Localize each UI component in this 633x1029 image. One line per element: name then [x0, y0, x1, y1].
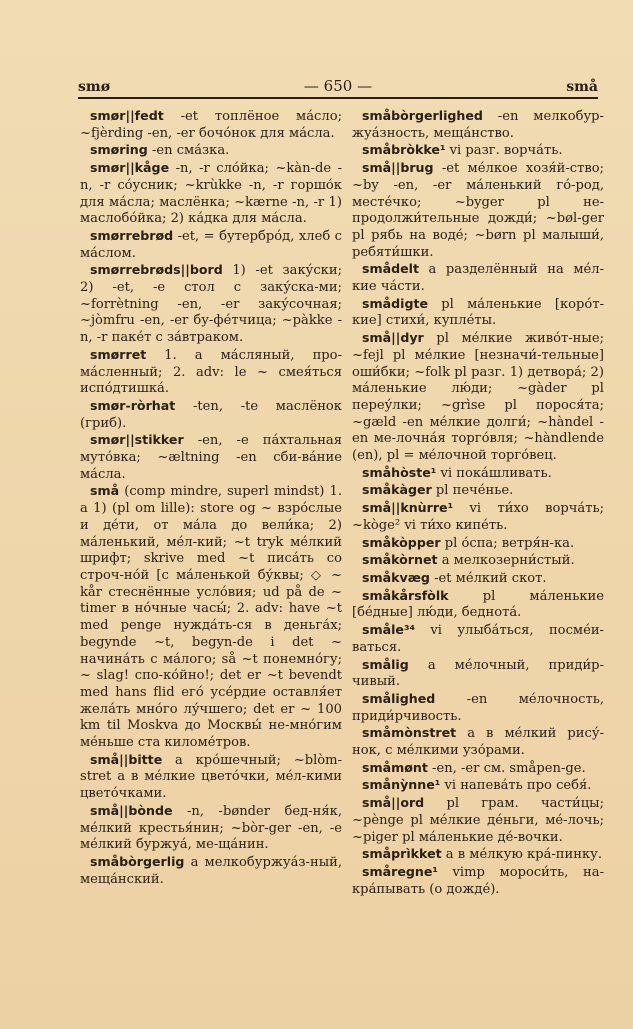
entry-definition: pl ма́ленькие [бе́дные] лю́ди, беднота́. [352, 588, 604, 621]
entry-headword: småbròkke¹ [362, 142, 446, 158]
entry-definition: pl о́спа; ветря́н-ка. [440, 535, 575, 551]
entry-headword: smør||kåge [90, 160, 170, 176]
entry-headword: små||ord [362, 795, 425, 811]
entry-definition: vi разг. ворча́ть. [445, 143, 563, 159]
entry-headword: smøring [90, 142, 148, 158]
dictionary-entry [80, 160, 342, 228]
entry-definition: a мелкозерни́стый. [437, 553, 575, 569]
dictionary-entry [352, 142, 604, 160]
entry-headword: små||brug [362, 160, 434, 176]
entry-definition: -n, -r сло́йка; ~kàn-de -n, -r со́усник; ~krùkke -n, -r горшо́к для ма́сла; маслёнка; ~kærne -n, -r 1) маслобо́йка; 2) ка́дка для ма́сла. [80, 161, 342, 227]
entry-headword: smørrebrøds||bord [90, 262, 223, 278]
entry-definition: -en мелкобур-жуа́зность, меща́нство. [352, 109, 604, 141]
dictionary-entry [352, 500, 604, 534]
page-number: — 650 — [303, 77, 373, 95]
entry-headword: småkòrnet [362, 552, 438, 568]
entry-definition: vi напева́ть про себя́. [440, 778, 592, 794]
dictionary-entry [80, 347, 342, 398]
dictionary-entry [352, 330, 604, 465]
entry-headword: småmønt [362, 759, 428, 775]
entry-definition: -en ме́лочность, приди́рчивость. [352, 691, 604, 724]
dictionary-entry [80, 432, 342, 483]
dictionary-entry [352, 296, 604, 330]
entry-headword: små [90, 483, 120, 499]
entry-headword: småbòrgerlighed [362, 108, 483, 123]
entry-headword: små||bònde [90, 802, 173, 818]
entry-headword: smørret [90, 346, 147, 362]
dictionary-entry [352, 777, 604, 795]
dictionary-entry [80, 803, 342, 854]
dictionary-entry [352, 725, 604, 759]
entry-definition: pl ма́ленькие [коро́т-кие] стихи́, купле́ты. [352, 296, 604, 329]
entry-headword: småhòste¹ [362, 464, 437, 480]
dictionary-entry [352, 108, 604, 142]
dictionary-entry [352, 691, 604, 725]
dictionary-entry [352, 570, 604, 588]
entry-definition: -n, -bønder бед-ня́к, ме́лкий крестья́нин; ~bòr-ger -en, -e ме́лкий буржуа́, ме-ща́нин. [80, 803, 342, 853]
entry-headword: småmònstret [362, 725, 457, 741]
entry-headword: småkòpper [362, 534, 441, 550]
dictionary-entry [352, 588, 604, 622]
entry-headword: småbòrgerlig [90, 853, 185, 869]
dictionary-entry [352, 795, 604, 846]
entry-definition: 1) -et заку́ски; 2) -et, -e стол с заку́ска-ми; ~forrètning -en, -er заку́сочная; ~jòmfru -en, -er бу-фе́тчица; ~pàkke -n, -r паке́т с за́втраком. [80, 263, 342, 346]
entry-headword: smånỳnne¹ [362, 777, 441, 793]
entry-headword: smålig [362, 656, 409, 672]
dictionary-entry [80, 398, 342, 432]
entry-definition: -et топлёное ма́сло; ~fjèrding -en, -er бочо́нок для ма́сла. [80, 109, 342, 141]
dictionary-entry [80, 854, 342, 888]
dictionary-entry [80, 752, 342, 803]
entry-definition: vimp мороси́ть, на-кра́пывать (о дожде́). [352, 864, 604, 897]
entry-headword: små||knùrre¹ [362, 500, 454, 516]
dictionary-entry [352, 261, 604, 295]
entry-definition: vi пока́шливать. [436, 465, 552, 481]
page-header [78, 77, 598, 97]
dictionary-entry [80, 228, 342, 262]
dictionary-entry [352, 657, 604, 691]
header-rule [78, 97, 598, 99]
entry-definition: -en, -er см. småpen-ge. [427, 760, 586, 776]
entry-headword: smørrebrød [90, 227, 174, 243]
entry-definition: -en сма́зка. [147, 143, 230, 159]
entry-headword: smør||fedt [90, 108, 164, 123]
entry-headword: småprìkket [362, 846, 442, 862]
header-left-guideword: smø [78, 79, 111, 95]
entry-headword: småregne¹ [362, 863, 438, 879]
entry-headword: små||bitte [90, 751, 163, 767]
right-column [352, 108, 604, 898]
entry-headword: smådigte [362, 295, 429, 311]
entry-definition: pl грам. части́цы; ~pènge pl ме́лкие де́ньги, ме́-лочь; ~piger pl ма́ленькие де́-вочки. [352, 796, 604, 845]
entry-headword: smør||stikker [90, 432, 184, 448]
entry-headword: smålighed [362, 690, 436, 706]
entry-definition: -en, -e па́хтальная муто́вка; ~æltning -en сби-ва́ние ма́сла. [80, 433, 342, 482]
dictionary-entry [352, 622, 604, 656]
entry-definition: -et ме́лкий скот. [429, 570, 547, 586]
dictionary-entry [80, 142, 342, 160]
dictionary-entry [80, 108, 342, 142]
dictionary-entry [80, 483, 342, 751]
entry-definition: a разделённый на ме́л-кие ча́сти. [352, 262, 604, 295]
entry-definition: -et, = бутербро́д, хлеб с ма́слом. [80, 228, 342, 261]
entry-definition: a кро́шечный; ~blòm-stret a в ме́лкие цвето́чки, ме́л-кими цвето́чками. [80, 752, 342, 802]
entry-definition: vi улыба́ться, посме́и-ваться. [352, 623, 604, 655]
dictionary-entry [352, 864, 604, 898]
entry-headword: småle³⁴ [362, 622, 416, 638]
entry-definition: a ме́лочный, приди́р-чивый. [352, 657, 604, 690]
dictionary-entry [80, 262, 342, 347]
header-right-guideword: små [566, 79, 598, 95]
entry-headword: småkårsfòlk [362, 587, 449, 603]
dictionary-entry [352, 552, 604, 570]
entry-definition: 1. a ма́сляный, про-ма́сленный; 2. adv: le ~ смея́ться испо́дтишка́. [80, 347, 342, 397]
entry-definition: pl пече́нье. [431, 483, 514, 499]
dictionary-entry [352, 846, 604, 864]
entry-definition: a в ме́лкий рису́-нок, с ме́лкими узо́рами. [352, 726, 604, 759]
entry-headword: små||dyr [362, 330, 424, 346]
left-column [80, 108, 342, 888]
entry-definition: -ten, -te маслёнок (гриб). [80, 398, 342, 431]
entry-definition: -et ме́лкое хозя́й-ство; ~by -en, -er ма́ленький го́-род, месте́чко; ~byger pl не-продолжи́тельные дожди́; ~bøl-ger pl рябь на воде́; ~børn pl малыши́, ребяти́шки. [352, 161, 604, 260]
entry-definition: (comp mindre, superl mindst) 1. a 1) (pl om lille): store og ~ взро́слые и де́ти, от ма́ла до вели́ка; 2) ма́ленький, ме́л-кий; ~t tryk ме́лкий шрифт; skrive med ~t писа́ть со строч-но́й [с ма́ленькой бу́квы; ◇ ~ kår стеснённые усло́вия; ud på de ~ timer в но́чные часы́; 2. adv: have ~t med penge нужда́ть-ся в деньга́х; begynde ~t, begyn-de i det ~ начина́ть с ма́лого; så ~t понемно́гу; ~ slag! спо-ко́йно!; det er ~t bevendt med hans flid его́ усе́рдие оставля́ет жела́ть мно́го лу́чшего; det er ~ 100 km til Moskva до Москвы́ не-мно́гим ме́ньше ста киломе́тров. [80, 484, 342, 751]
dictionary-entry [352, 465, 604, 483]
entry-definition: a мелкобуржуа́з-ный, меща́нский. [80, 854, 342, 887]
entry-headword: småkvæg [362, 569, 430, 585]
entry-definition: a в ме́лкую кра́-пинку. [441, 847, 603, 863]
dictionary-entry [352, 482, 604, 500]
entry-definition: pl ме́лкие живо́т-ные; ~fejl pl ме́лкие [незначи́-тельные] оши́бки; ~folk pl разг. 1) детвора́; 2) ма́ленькие лю́ди; ~gàder pl переу́лки; ~grìse pl порося́та; ~gæld -en ме́лкие долги́; ~hàndel -en ме-лочна́я торго́вля; ~hàndlende (en), pl = ме́лочной торго́вец. [352, 331, 604, 464]
entry-definition: vi ти́хо ворча́ть; ~kòge² vi ти́хо кипе́ть. [352, 501, 604, 533]
dictionary-entry [352, 160, 604, 261]
entry-headword: smør-ròrhat [90, 397, 176, 413]
entry-headword: småkàger [362, 482, 432, 498]
entry-headword: smådelt [362, 261, 420, 277]
dictionary-entry [352, 760, 604, 778]
dictionary-entry [352, 535, 604, 553]
